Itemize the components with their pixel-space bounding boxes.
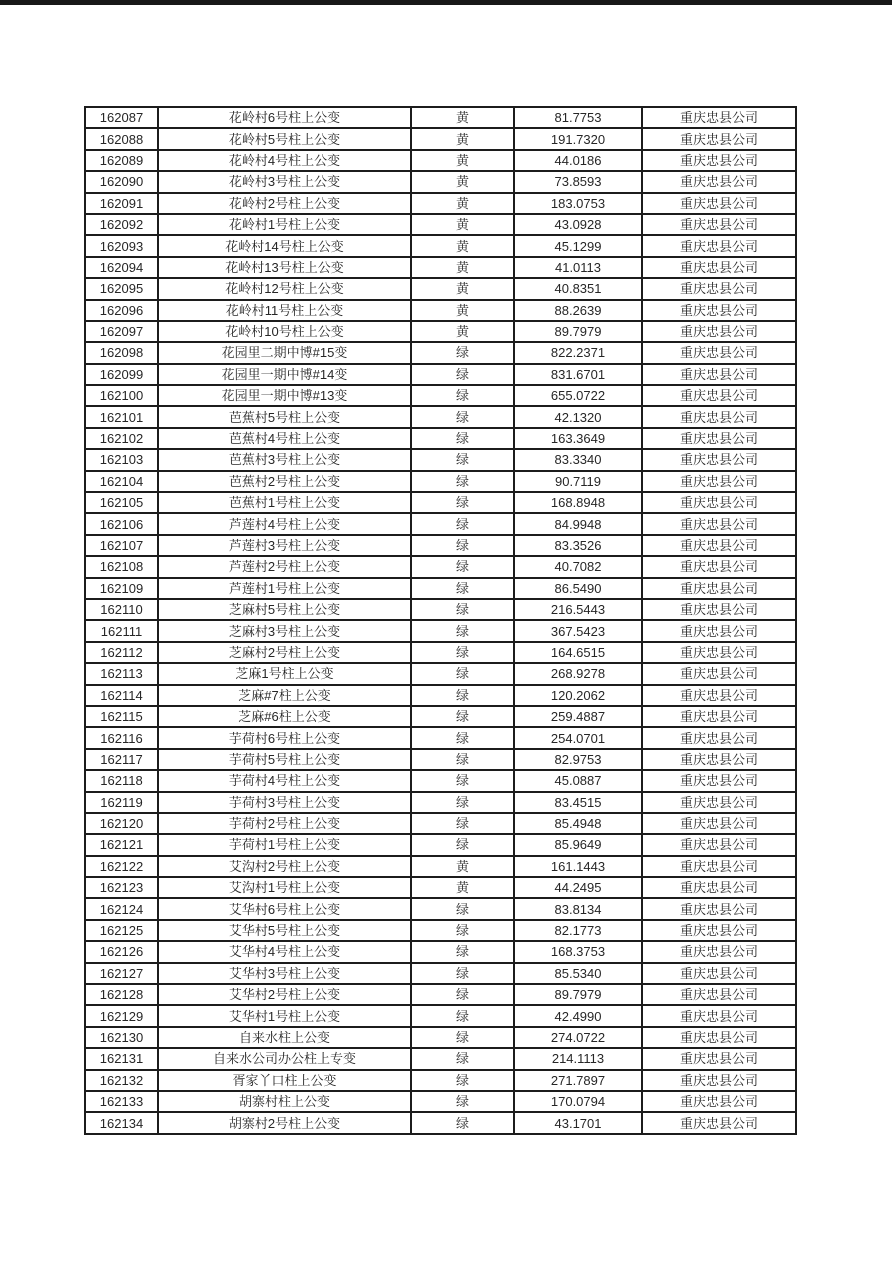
cell-value: 191.7320 bbox=[514, 128, 642, 149]
cell-id: 162088 bbox=[85, 128, 158, 149]
cell-value: 73.8593 bbox=[514, 171, 642, 192]
cell-value: 367.5423 bbox=[514, 620, 642, 641]
cell-company: 重庆忠县公司 bbox=[642, 406, 796, 427]
cell-name: 芝麻村5号柱上公变 bbox=[158, 599, 411, 620]
cell-id: 162124 bbox=[85, 898, 158, 919]
cell-status: 黄 bbox=[411, 321, 514, 342]
cell-status: 绿 bbox=[411, 963, 514, 984]
table-row bbox=[85, 1048, 796, 1069]
cell-name: 芝麻#6柱上公变 bbox=[158, 706, 411, 727]
cell-id: 162093 bbox=[85, 235, 158, 256]
cell-value: 88.2639 bbox=[514, 300, 642, 321]
cell-value: 85.4948 bbox=[514, 813, 642, 834]
table-row bbox=[85, 642, 796, 663]
table-row bbox=[85, 428, 796, 449]
table-row bbox=[85, 385, 796, 406]
cell-status: 黄 bbox=[411, 257, 514, 278]
cell-name: 胡寨村2号柱上公变 bbox=[158, 1112, 411, 1133]
cell-id: 162108 bbox=[85, 556, 158, 577]
cell-status: 绿 bbox=[411, 1027, 514, 1048]
cell-status: 绿 bbox=[411, 834, 514, 855]
cell-company: 重庆忠县公司 bbox=[642, 834, 796, 855]
cell-status: 绿 bbox=[411, 1005, 514, 1026]
table-row bbox=[85, 107, 796, 128]
cell-name: 芋荷村5号柱上公变 bbox=[158, 749, 411, 770]
cell-status: 黄 bbox=[411, 128, 514, 149]
cell-name: 自来水柱上公变 bbox=[158, 1027, 411, 1048]
cell-name: 花岭村13号柱上公变 bbox=[158, 257, 411, 278]
table-row bbox=[85, 727, 796, 748]
cell-company: 重庆忠县公司 bbox=[642, 920, 796, 941]
cell-id: 162120 bbox=[85, 813, 158, 834]
cell-company: 重庆忠县公司 bbox=[642, 428, 796, 449]
cell-company: 重庆忠县公司 bbox=[642, 663, 796, 684]
cell-name: 花岭村3号柱上公变 bbox=[158, 171, 411, 192]
cell-company: 重庆忠县公司 bbox=[642, 278, 796, 299]
cell-status: 绿 bbox=[411, 492, 514, 513]
cell-status: 绿 bbox=[411, 556, 514, 577]
cell-company: 重庆忠县公司 bbox=[642, 706, 796, 727]
cell-status: 绿 bbox=[411, 663, 514, 684]
cell-name: 花园里一期中博#14变 bbox=[158, 364, 411, 385]
cell-status: 绿 bbox=[411, 428, 514, 449]
cell-status: 绿 bbox=[411, 685, 514, 706]
cell-status: 绿 bbox=[411, 620, 514, 641]
table-row bbox=[85, 257, 796, 278]
cell-value: 655.0722 bbox=[514, 385, 642, 406]
cell-id: 162104 bbox=[85, 471, 158, 492]
cell-status: 绿 bbox=[411, 385, 514, 406]
cell-name: 胥家丫口柱上公变 bbox=[158, 1070, 411, 1091]
cell-name: 芭蕉村5号柱上公变 bbox=[158, 406, 411, 427]
cell-name: 艾华村3号柱上公变 bbox=[158, 963, 411, 984]
cell-company: 重庆忠县公司 bbox=[642, 385, 796, 406]
cell-name: 艾华村5号柱上公变 bbox=[158, 920, 411, 941]
cell-company: 重庆忠县公司 bbox=[642, 300, 796, 321]
cell-name: 芦莲村3号柱上公变 bbox=[158, 535, 411, 556]
cell-id: 162131 bbox=[85, 1048, 158, 1069]
cell-id: 162094 bbox=[85, 257, 158, 278]
cell-status: 黄 bbox=[411, 171, 514, 192]
cell-name: 花岭村6号柱上公变 bbox=[158, 107, 411, 128]
cell-status: 黄 bbox=[411, 877, 514, 898]
cell-company: 重庆忠县公司 bbox=[642, 620, 796, 641]
table-row bbox=[85, 770, 796, 791]
cell-name: 芋荷村1号柱上公变 bbox=[158, 834, 411, 855]
cell-status: 绿 bbox=[411, 749, 514, 770]
cell-value: 214.1113 bbox=[514, 1048, 642, 1069]
cell-status: 黄 bbox=[411, 107, 514, 128]
table-row bbox=[85, 685, 796, 706]
cell-id: 162134 bbox=[85, 1112, 158, 1133]
cell-company: 重庆忠县公司 bbox=[642, 1091, 796, 1112]
cell-company: 重庆忠县公司 bbox=[642, 1048, 796, 1069]
cell-company: 重庆忠县公司 bbox=[642, 984, 796, 1005]
cell-company: 重庆忠县公司 bbox=[642, 1070, 796, 1091]
table-row bbox=[85, 1112, 796, 1133]
cell-id: 162123 bbox=[85, 877, 158, 898]
cell-id: 162102 bbox=[85, 428, 158, 449]
cell-value: 42.1320 bbox=[514, 406, 642, 427]
cell-status: 绿 bbox=[411, 984, 514, 1005]
cell-id: 162114 bbox=[85, 685, 158, 706]
cell-status: 绿 bbox=[411, 1048, 514, 1069]
table-row bbox=[85, 599, 796, 620]
cell-name: 花园里一期中博#13变 bbox=[158, 385, 411, 406]
cell-value: 161.1443 bbox=[514, 856, 642, 877]
cell-company: 重庆忠县公司 bbox=[642, 364, 796, 385]
cell-company: 重庆忠县公司 bbox=[642, 235, 796, 256]
table-row bbox=[85, 364, 796, 385]
table-row bbox=[85, 834, 796, 855]
cell-name: 艾沟村1号柱上公变 bbox=[158, 877, 411, 898]
cell-id: 162132 bbox=[85, 1070, 158, 1091]
table-row bbox=[85, 1027, 796, 1048]
cell-value: 42.4990 bbox=[514, 1005, 642, 1026]
cell-id: 162111 bbox=[85, 620, 158, 641]
cell-id: 162121 bbox=[85, 834, 158, 855]
cell-status: 黄 bbox=[411, 150, 514, 171]
cell-name: 胡寨村柱上公变 bbox=[158, 1091, 411, 1112]
cell-company: 重庆忠县公司 bbox=[642, 342, 796, 363]
cell-value: 120.2062 bbox=[514, 685, 642, 706]
cell-value: 268.9278 bbox=[514, 663, 642, 684]
cell-value: 83.3526 bbox=[514, 535, 642, 556]
cell-company: 重庆忠县公司 bbox=[642, 193, 796, 214]
table-row bbox=[85, 406, 796, 427]
cell-name: 花岭村10号柱上公变 bbox=[158, 321, 411, 342]
cell-id: 162133 bbox=[85, 1091, 158, 1112]
cell-status: 绿 bbox=[411, 1070, 514, 1091]
table-row bbox=[85, 214, 796, 235]
cell-company: 重庆忠县公司 bbox=[642, 171, 796, 192]
cell-id: 162109 bbox=[85, 578, 158, 599]
table-row bbox=[85, 963, 796, 984]
cell-value: 274.0722 bbox=[514, 1027, 642, 1048]
table-body bbox=[85, 107, 796, 1134]
cell-company: 重庆忠县公司 bbox=[642, 941, 796, 962]
table-row bbox=[85, 706, 796, 727]
cell-status: 绿 bbox=[411, 898, 514, 919]
cell-company: 重庆忠县公司 bbox=[642, 599, 796, 620]
table-row bbox=[85, 278, 796, 299]
cell-id: 162116 bbox=[85, 727, 158, 748]
cell-id: 162128 bbox=[85, 984, 158, 1005]
cell-company: 重庆忠县公司 bbox=[642, 556, 796, 577]
cell-company: 重庆忠县公司 bbox=[642, 770, 796, 791]
cell-value: 168.8948 bbox=[514, 492, 642, 513]
table-row bbox=[85, 813, 796, 834]
cell-value: 170.0794 bbox=[514, 1091, 642, 1112]
cell-value: 82.1773 bbox=[514, 920, 642, 941]
transformer-table bbox=[84, 106, 797, 1135]
cell-company: 重庆忠县公司 bbox=[642, 1005, 796, 1026]
cell-value: 85.9649 bbox=[514, 834, 642, 855]
cell-company: 重庆忠县公司 bbox=[642, 128, 796, 149]
table-row bbox=[85, 150, 796, 171]
cell-id: 162129 bbox=[85, 1005, 158, 1026]
cell-company: 重庆忠县公司 bbox=[642, 150, 796, 171]
cell-value: 168.3753 bbox=[514, 941, 642, 962]
cell-company: 重庆忠县公司 bbox=[642, 471, 796, 492]
cell-company: 重庆忠县公司 bbox=[642, 813, 796, 834]
cell-value: 44.2495 bbox=[514, 877, 642, 898]
cell-value: 84.9948 bbox=[514, 513, 642, 534]
cell-status: 黄 bbox=[411, 278, 514, 299]
cell-name: 芭蕉村4号柱上公变 bbox=[158, 428, 411, 449]
cell-value: 40.7082 bbox=[514, 556, 642, 577]
cell-value: 89.7979 bbox=[514, 984, 642, 1005]
cell-company: 重庆忠县公司 bbox=[642, 685, 796, 706]
table-row bbox=[85, 235, 796, 256]
cell-company: 重庆忠县公司 bbox=[642, 1112, 796, 1133]
cell-value: 163.3649 bbox=[514, 428, 642, 449]
cell-company: 重庆忠县公司 bbox=[642, 856, 796, 877]
cell-value: 85.5340 bbox=[514, 963, 642, 984]
cell-status: 绿 bbox=[411, 770, 514, 791]
cell-name: 芦莲村4号柱上公变 bbox=[158, 513, 411, 534]
cell-status: 绿 bbox=[411, 813, 514, 834]
cell-id: 162117 bbox=[85, 749, 158, 770]
cell-id: 162122 bbox=[85, 856, 158, 877]
table-row bbox=[85, 1005, 796, 1026]
cell-value: 259.4887 bbox=[514, 706, 642, 727]
cell-value: 43.0928 bbox=[514, 214, 642, 235]
table-row bbox=[85, 620, 796, 641]
cell-id: 162105 bbox=[85, 492, 158, 513]
cell-name: 花岭村4号柱上公变 bbox=[158, 150, 411, 171]
cell-name: 花岭村2号柱上公变 bbox=[158, 193, 411, 214]
cell-name: 芭蕉村3号柱上公变 bbox=[158, 449, 411, 470]
cell-name: 芭蕉村1号柱上公变 bbox=[158, 492, 411, 513]
table-row bbox=[85, 471, 796, 492]
cell-status: 绿 bbox=[411, 471, 514, 492]
cell-id: 162103 bbox=[85, 449, 158, 470]
cell-status: 绿 bbox=[411, 920, 514, 941]
cell-value: 90.7119 bbox=[514, 471, 642, 492]
cell-value: 216.5443 bbox=[514, 599, 642, 620]
cell-id: 162095 bbox=[85, 278, 158, 299]
table-row bbox=[85, 128, 796, 149]
cell-id: 162115 bbox=[85, 706, 158, 727]
cell-status: 绿 bbox=[411, 535, 514, 556]
cell-name: 艾沟村2号柱上公变 bbox=[158, 856, 411, 877]
cell-company: 重庆忠县公司 bbox=[642, 257, 796, 278]
cell-status: 绿 bbox=[411, 642, 514, 663]
cell-value: 183.0753 bbox=[514, 193, 642, 214]
cell-value: 822.2371 bbox=[514, 342, 642, 363]
table-row bbox=[85, 171, 796, 192]
cell-name: 艾华村4号柱上公变 bbox=[158, 941, 411, 962]
cell-id: 162119 bbox=[85, 792, 158, 813]
table-row bbox=[85, 792, 796, 813]
table-row bbox=[85, 300, 796, 321]
cell-name: 芝麻村2号柱上公变 bbox=[158, 642, 411, 663]
cell-value: 83.3340 bbox=[514, 449, 642, 470]
table-row bbox=[85, 749, 796, 770]
cell-value: 44.0186 bbox=[514, 150, 642, 171]
cell-id: 162101 bbox=[85, 406, 158, 427]
cell-value: 83.8134 bbox=[514, 898, 642, 919]
cell-value: 40.8351 bbox=[514, 278, 642, 299]
cell-value: 41.0113 bbox=[514, 257, 642, 278]
table-row bbox=[85, 342, 796, 363]
cell-id: 162090 bbox=[85, 171, 158, 192]
cell-status: 绿 bbox=[411, 706, 514, 727]
cell-status: 黄 bbox=[411, 856, 514, 877]
cell-value: 271.7897 bbox=[514, 1070, 642, 1091]
cell-name: 花岭村5号柱上公变 bbox=[158, 128, 411, 149]
cell-id: 162092 bbox=[85, 214, 158, 235]
cell-id: 162112 bbox=[85, 642, 158, 663]
cell-name: 芋荷村4号柱上公变 bbox=[158, 770, 411, 791]
cell-value: 83.4515 bbox=[514, 792, 642, 813]
cell-company: 重庆忠县公司 bbox=[642, 749, 796, 770]
cell-company: 重庆忠县公司 bbox=[642, 642, 796, 663]
cell-name: 芦莲村1号柱上公变 bbox=[158, 578, 411, 599]
cell-status: 绿 bbox=[411, 792, 514, 813]
cell-name: 芋荷村3号柱上公变 bbox=[158, 792, 411, 813]
cell-status: 黄 bbox=[411, 214, 514, 235]
cell-id: 162130 bbox=[85, 1027, 158, 1048]
cell-name: 花园里二期中博#15变 bbox=[158, 342, 411, 363]
table-row bbox=[85, 663, 796, 684]
table-row bbox=[85, 920, 796, 941]
cell-id: 162099 bbox=[85, 364, 158, 385]
cell-status: 绿 bbox=[411, 342, 514, 363]
table-row bbox=[85, 1070, 796, 1091]
cell-value: 89.7979 bbox=[514, 321, 642, 342]
cell-status: 绿 bbox=[411, 449, 514, 470]
cell-company: 重庆忠县公司 bbox=[642, 792, 796, 813]
table-row bbox=[85, 492, 796, 513]
cell-id: 162091 bbox=[85, 193, 158, 214]
cell-name: 芋荷村2号柱上公变 bbox=[158, 813, 411, 834]
cell-id: 162106 bbox=[85, 513, 158, 534]
cell-id: 162127 bbox=[85, 963, 158, 984]
cell-id: 162126 bbox=[85, 941, 158, 962]
cell-value: 254.0701 bbox=[514, 727, 642, 748]
cell-value: 45.1299 bbox=[514, 235, 642, 256]
cell-name: 艾华村1号柱上公变 bbox=[158, 1005, 411, 1026]
table-row bbox=[85, 898, 796, 919]
table-row bbox=[85, 513, 796, 534]
cell-id: 162110 bbox=[85, 599, 158, 620]
cell-name: 花岭村12号柱上公变 bbox=[158, 278, 411, 299]
table-row bbox=[85, 578, 796, 599]
table-row bbox=[85, 321, 796, 342]
cell-name: 芋荷村6号柱上公变 bbox=[158, 727, 411, 748]
cell-status: 黄 bbox=[411, 235, 514, 256]
cell-name: 艾华村6号柱上公变 bbox=[158, 898, 411, 919]
cell-id: 162089 bbox=[85, 150, 158, 171]
cell-company: 重庆忠县公司 bbox=[642, 449, 796, 470]
transformer-table-container bbox=[84, 106, 797, 1135]
cell-status: 绿 bbox=[411, 1091, 514, 1112]
cell-name: 芝麻村3号柱上公变 bbox=[158, 620, 411, 641]
cell-value: 86.5490 bbox=[514, 578, 642, 599]
cell-status: 绿 bbox=[411, 941, 514, 962]
cell-status: 绿 bbox=[411, 513, 514, 534]
cell-id: 162098 bbox=[85, 342, 158, 363]
cell-company: 重庆忠县公司 bbox=[642, 898, 796, 919]
table-row bbox=[85, 535, 796, 556]
table-row bbox=[85, 1091, 796, 1112]
cell-status: 黄 bbox=[411, 300, 514, 321]
cell-company: 重庆忠县公司 bbox=[642, 214, 796, 235]
cell-id: 162096 bbox=[85, 300, 158, 321]
cell-company: 重庆忠县公司 bbox=[642, 107, 796, 128]
cell-id: 162107 bbox=[85, 535, 158, 556]
cell-name: 花岭村1号柱上公变 bbox=[158, 214, 411, 235]
cell-id: 162113 bbox=[85, 663, 158, 684]
cell-value: 164.6515 bbox=[514, 642, 642, 663]
cell-status: 绿 bbox=[411, 727, 514, 748]
table-row bbox=[85, 941, 796, 962]
cell-name: 芝麻1号柱上公变 bbox=[158, 663, 411, 684]
cell-name: 自来水公司办公柱上专变 bbox=[158, 1048, 411, 1069]
cell-id: 162100 bbox=[85, 385, 158, 406]
cell-company: 重庆忠县公司 bbox=[642, 877, 796, 898]
cell-value: 82.9753 bbox=[514, 749, 642, 770]
cell-company: 重庆忠县公司 bbox=[642, 578, 796, 599]
cell-status: 绿 bbox=[411, 1112, 514, 1133]
cell-company: 重庆忠县公司 bbox=[642, 963, 796, 984]
cell-id: 162125 bbox=[85, 920, 158, 941]
table-row bbox=[85, 877, 796, 898]
cell-status: 绿 bbox=[411, 599, 514, 620]
table-row bbox=[85, 984, 796, 1005]
cell-name: 花岭村14号柱上公变 bbox=[158, 235, 411, 256]
cell-value: 81.7753 bbox=[514, 107, 642, 128]
cell-name: 艾华村2号柱上公变 bbox=[158, 984, 411, 1005]
scan-edge-top bbox=[0, 0, 892, 5]
table-row bbox=[85, 556, 796, 577]
cell-name: 花岭村11号柱上公变 bbox=[158, 300, 411, 321]
table-row bbox=[85, 193, 796, 214]
cell-company: 重庆忠县公司 bbox=[642, 513, 796, 534]
cell-id: 162118 bbox=[85, 770, 158, 791]
cell-value: 45.0887 bbox=[514, 770, 642, 791]
cell-value: 831.6701 bbox=[514, 364, 642, 385]
table-row bbox=[85, 449, 796, 470]
cell-company: 重庆忠县公司 bbox=[642, 535, 796, 556]
cell-company: 重庆忠县公司 bbox=[642, 727, 796, 748]
table-row bbox=[85, 856, 796, 877]
cell-value: 43.1701 bbox=[514, 1112, 642, 1133]
cell-status: 绿 bbox=[411, 406, 514, 427]
cell-status: 黄 bbox=[411, 193, 514, 214]
cell-status: 绿 bbox=[411, 578, 514, 599]
cell-id: 162087 bbox=[85, 107, 158, 128]
cell-name: 芭蕉村2号柱上公变 bbox=[158, 471, 411, 492]
cell-company: 重庆忠县公司 bbox=[642, 1027, 796, 1048]
cell-company: 重庆忠县公司 bbox=[642, 321, 796, 342]
cell-status: 绿 bbox=[411, 364, 514, 385]
cell-name: 芦莲村2号柱上公变 bbox=[158, 556, 411, 577]
cell-name: 芝麻#7柱上公变 bbox=[158, 685, 411, 706]
cell-company: 重庆忠县公司 bbox=[642, 492, 796, 513]
cell-id: 162097 bbox=[85, 321, 158, 342]
